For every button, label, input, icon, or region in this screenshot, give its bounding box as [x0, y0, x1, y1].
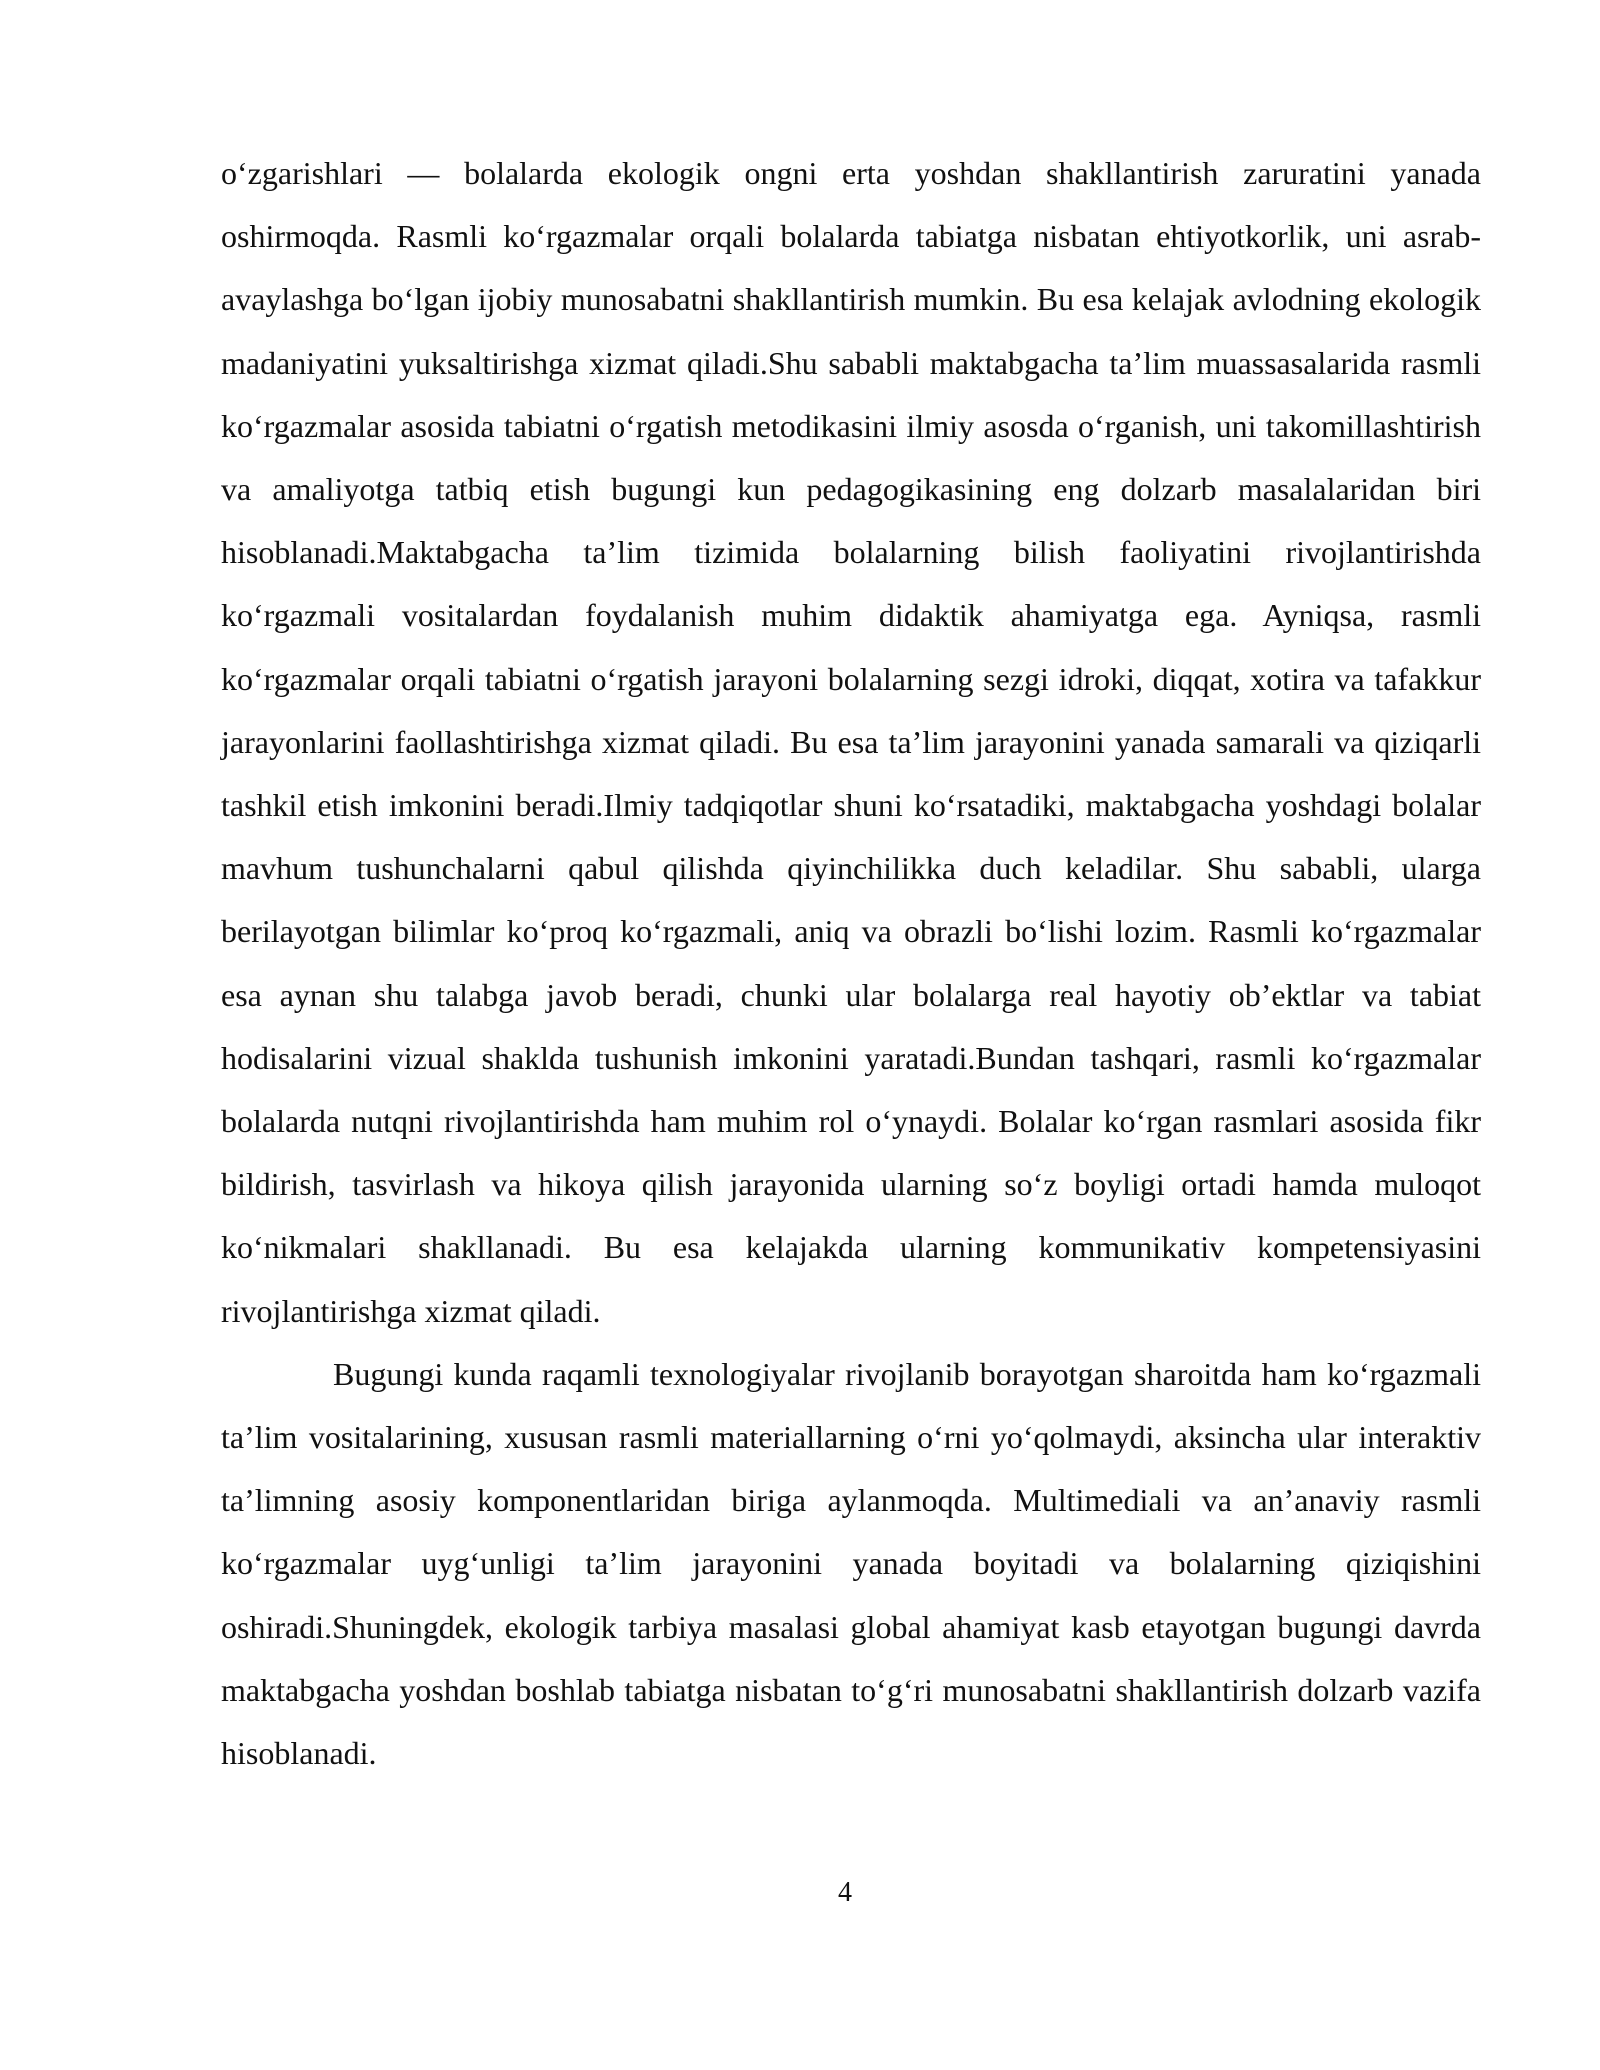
paragraph-2: Bugungi kunda raqamli texnologiyalar rivojlanib borayotgan sharoitda ham ko‘rgazmali ta’lim vositalarining, xususan rasmli materiallarning o‘rni yo‘qolmaydi, aksincha ular interaktiv ta’limning asosiy komponentlaridan biriga aylanmoqda. Multimediali va an’anaviy rasmli ko‘rgazmalar uyg‘unligi ta’lim jarayonini yanada boyitadi va bolalarning qiziqishini oshiradi.Shuningdek, ekologik tarbiya masalasi global ahamiyat kasb etayotgan bugungi davrda maktabgacha yoshdan boshlab tabiatga nisbatan to‘g‘ri munosabatni shakllantirish dolzarb vazifa hisoblanadi.	[221, 1355, 1481, 1772]
body-text	[221, 142, 1481, 1785]
page-number: 4	[838, 1877, 852, 1908]
paragraph-1: o‘zgarishlari — bolalarda ekologik ongni erta yoshdan shakllantirish zaruratini yanada oshirmoqda. Rasmli ko‘rgazmalar orqali bolalarda tabiatga nisbatan ehtiyotkorlik, uni asrab-avaylashga bo‘lgan ijobiy munosabatni shakllantirish mumkin. Bu esa kelajak avlodning ekologik madaniyatini yuksaltirishga xizmat qiladi.Shu sababli maktabgacha ta’lim muassasalarida rasmli ko‘rgazmalar asosida tabiatni o‘rgatish metodikasini ilmiy asosda o‘rganish, uni takomillashtirish va amaliyotga tatbiq etish bugungi kun pedagogikasining eng dolzarb masalalaridan biri hisoblanadi.Maktabgacha ta’lim tizimida bolalarning bilish faoliyatini rivojlantirishda ko‘rgazmali vositalardan foydalanish muhim didaktik ahamiyatga ega. Ayniqsa, rasmli ko‘rgazmalar orqali tabiatni o‘rgatish jarayoni bolalarning sezgi idroki, diqqat, xotira va tafakkur jarayonlarini faollashtirishga xizmat qiladi. Bu esa ta’lim jarayonini yanada samarali va qiziqarli tashkil etish imkonini beradi.Ilmiy tadqiqotlar shuni ko‘rsatadiki, maktabgacha yoshdagi bolalar mavhum tushunchalarni qabul qilishda qiyinchilikka duch keladilar. Shu sababli, ularga berilayotgan bilimlar ko‘proq ko‘rgazmali, aniq va obrazli bo‘lishi lozim. Rasmli ko‘rgazmalar esa aynan shu talabga javob beradi, chunki ular bolalarga real hayotiy ob’ektlar va tabiat hodisalarini vizual shaklda tushunish imkonini yaratadi.Bundan tashqari, rasmli ko‘rgazmalar bolalarda nutqni rivojlantirishda ham muhim rol o‘ynaydi. Bolalar ko‘rgan rasmlari asosida fikr bildirish, tasvirlash va hikoya qilish jarayonida ularning so‘z boyligi ortadi hamda muloqot ko‘nikmalari shakllanadi. Bu esa kelajakda ularning kommunikativ kompetensiyasini rivojlantirishga xizmat qiladi.	[221, 155, 1481, 1329]
